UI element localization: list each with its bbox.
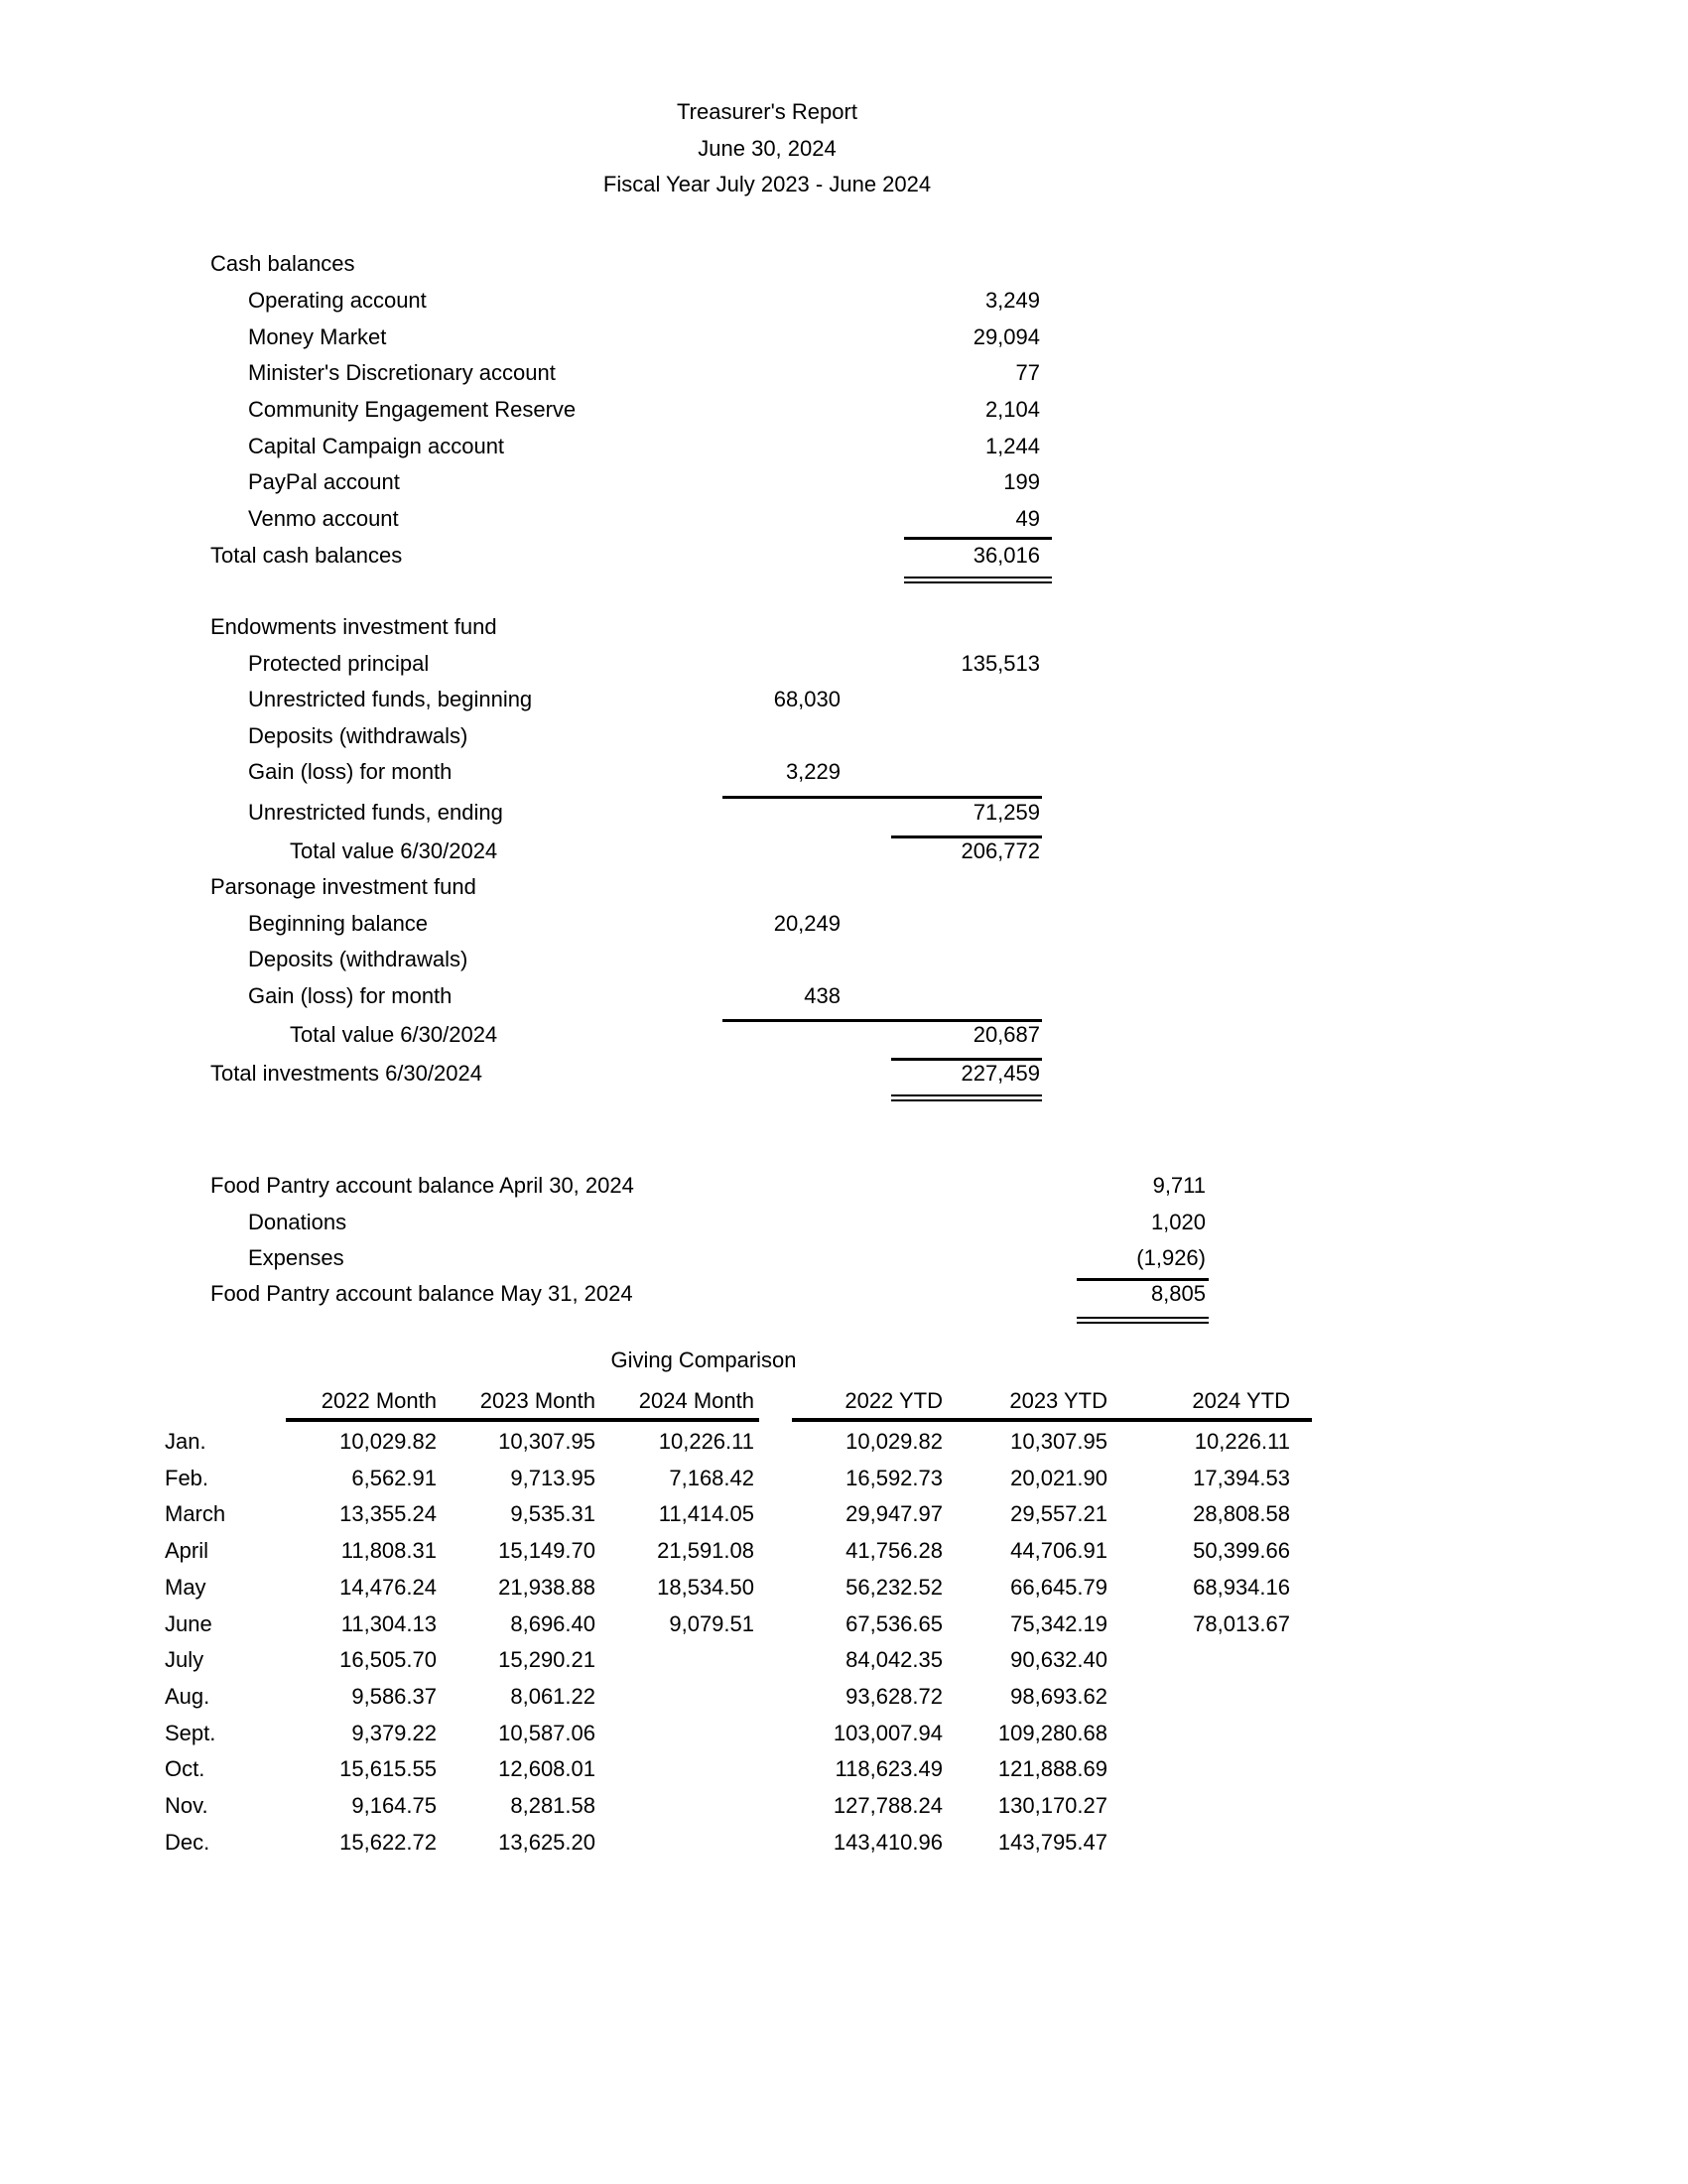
giving-value-cell: 18,534.50 bbox=[657, 1575, 754, 1600]
cash-row-label: Operating account bbox=[248, 288, 427, 313]
giving-value-cell: 67,536.65 bbox=[845, 1611, 943, 1636]
giving-month-label: March bbox=[165, 1501, 226, 1526]
total-investments-label: Total investments 6/30/2024 bbox=[210, 1061, 482, 1086]
giving-value-cell: 16,505.70 bbox=[339, 1647, 437, 1672]
cash-total-value: 36,016 bbox=[973, 543, 1040, 568]
giving-value-cell: 50,399.66 bbox=[1193, 1538, 1290, 1563]
giving-table-row bbox=[0, 1429, 1688, 1459]
giving-value-cell: 14,476.24 bbox=[339, 1575, 437, 1600]
giving-value-cell: 103,007.94 bbox=[833, 1721, 943, 1745]
giving-value-cell: 121,888.69 bbox=[997, 1756, 1107, 1781]
endowments-ending-value: 71,259 bbox=[973, 800, 1040, 825]
report-title: Treasurer's Report bbox=[677, 99, 857, 124]
giving-value-cell: 8,281.58 bbox=[510, 1793, 595, 1818]
endowments-gain-rule bbox=[722, 796, 1042, 799]
cash-total-label: Total cash balances bbox=[210, 543, 403, 568]
food-pantry-double-rule bbox=[1077, 1317, 1209, 1324]
report-date: June 30, 2024 bbox=[698, 136, 837, 161]
giving-value-cell: 68,934.16 bbox=[1193, 1575, 1290, 1600]
cash-row-label: Minister's Discretionary account bbox=[248, 360, 556, 385]
giving-value-cell: 9,586.37 bbox=[351, 1684, 437, 1709]
food-pantry-donations-value: 1,020 bbox=[1150, 1210, 1206, 1234]
giving-value-cell: 143,795.47 bbox=[997, 1830, 1107, 1855]
giving-header-2023-ytd: 2023 YTD bbox=[1009, 1388, 1107, 1413]
parsonage-heading: Parsonage investment fund bbox=[210, 874, 476, 899]
giving-table-row bbox=[0, 1721, 1688, 1750]
giving-value-cell: 11,304.13 bbox=[340, 1611, 437, 1636]
total-investments-double-rule bbox=[891, 1094, 1042, 1101]
giving-value-cell: 20,021.90 bbox=[1010, 1466, 1107, 1490]
giving-value-cell: 10,587.06 bbox=[498, 1721, 595, 1745]
giving-month-label: Feb. bbox=[165, 1466, 209, 1490]
giving-table-row bbox=[0, 1575, 1688, 1605]
giving-value-cell: 21,938.88 bbox=[498, 1575, 595, 1600]
giving-value-cell: 9,713.95 bbox=[510, 1466, 595, 1490]
parsonage-beginning-label: Beginning balance bbox=[248, 911, 429, 936]
cash-row-value: 29,094 bbox=[973, 324, 1040, 349]
cash-row-value: 199 bbox=[1003, 469, 1040, 494]
giving-value-cell: 41,756.28 bbox=[845, 1538, 943, 1563]
endowments-beginning-value: 68,030 bbox=[773, 687, 841, 711]
giving-value-cell: 10,029.82 bbox=[845, 1429, 943, 1454]
giving-value-cell: 13,355.24 bbox=[339, 1501, 437, 1526]
giving-table-row bbox=[0, 1756, 1688, 1786]
giving-value-cell: 75,342.19 bbox=[1010, 1611, 1107, 1636]
giving-value-cell: 127,788.24 bbox=[833, 1793, 943, 1818]
giving-table-row bbox=[0, 1793, 1688, 1823]
food-pantry-beginning-label: Food Pantry account balance April 30, 2024 bbox=[210, 1173, 634, 1198]
cash-row-label: Community Engagement Reserve bbox=[248, 397, 577, 422]
giving-month-label: June bbox=[165, 1611, 212, 1636]
giving-value-cell: 29,947.97 bbox=[845, 1501, 943, 1526]
giving-value-cell: 10,307.95 bbox=[498, 1429, 595, 1454]
giving-month-label: Jan. bbox=[165, 1429, 206, 1454]
cash-row-value: 3,249 bbox=[984, 288, 1040, 313]
giving-value-cell: 90,632.40 bbox=[1010, 1647, 1107, 1672]
giving-value-cell: 93,628.72 bbox=[845, 1684, 943, 1709]
parsonage-beginning-value: 20,249 bbox=[773, 911, 841, 936]
giving-value-cell: 10,226.11 bbox=[658, 1429, 754, 1454]
food-pantry-donations-label: Donations bbox=[248, 1210, 347, 1234]
giving-month-label: April bbox=[165, 1538, 209, 1563]
giving-value-cell: 98,693.62 bbox=[1010, 1684, 1107, 1709]
giving-header-2022-ytd: 2022 YTD bbox=[844, 1388, 943, 1413]
giving-value-cell: 78,013.67 bbox=[1193, 1611, 1290, 1636]
cash-row-value: 2,104 bbox=[984, 397, 1040, 422]
cash-row-label: PayPal account bbox=[248, 469, 400, 494]
endowments-protected-value: 135,513 bbox=[961, 651, 1040, 676]
giving-value-cell: 56,232.52 bbox=[845, 1575, 943, 1600]
giving-value-cell: 12,608.01 bbox=[498, 1756, 595, 1781]
giving-value-cell: 10,307.95 bbox=[1010, 1429, 1107, 1454]
giving-value-cell: 13,625.20 bbox=[498, 1830, 595, 1855]
giving-value-cell: 66,645.79 bbox=[1010, 1575, 1107, 1600]
endowments-total-value: 206,772 bbox=[961, 838, 1040, 863]
giving-table-row bbox=[0, 1684, 1688, 1714]
giving-table-row bbox=[0, 1830, 1688, 1860]
giving-value-cell: 44,706.91 bbox=[1010, 1538, 1107, 1563]
giving-table-row bbox=[0, 1538, 1688, 1568]
giving-value-cell: 130,170.27 bbox=[997, 1793, 1107, 1818]
giving-value-cell: 6,562.91 bbox=[351, 1466, 437, 1490]
giving-header-2024-ytd: 2024 YTD bbox=[1192, 1388, 1290, 1413]
giving-value-cell: 17,394.53 bbox=[1193, 1466, 1290, 1490]
food-pantry-ending-label: Food Pantry account balance May 31, 2024 bbox=[210, 1281, 633, 1306]
food-pantry-beginning-value: 9,711 bbox=[1152, 1173, 1206, 1198]
giving-rows bbox=[0, 1429, 1688, 1885]
giving-value-cell: 10,226.11 bbox=[1194, 1429, 1290, 1454]
giving-value-cell: 16,592.73 bbox=[845, 1466, 943, 1490]
endowments-ending-label: Unrestricted funds, ending bbox=[248, 800, 503, 825]
parsonage-total-value: 20,687 bbox=[973, 1022, 1040, 1047]
parsonage-deposits-label: Deposits (withdrawals) bbox=[248, 947, 468, 971]
giving-value-cell: 28,808.58 bbox=[1193, 1501, 1290, 1526]
giving-value-cell: 29,557.21 bbox=[1010, 1501, 1107, 1526]
giving-header-2022-month: 2022 Month bbox=[321, 1388, 437, 1413]
giving-value-cell: 15,149.70 bbox=[498, 1538, 595, 1563]
giving-value-cell: 7,168.42 bbox=[669, 1466, 754, 1490]
cash-total-double-rule bbox=[904, 577, 1052, 583]
endowments-gain-label: Gain (loss) for month bbox=[248, 759, 453, 784]
giving-month-label: May bbox=[165, 1575, 206, 1600]
parsonage-gain-value: 438 bbox=[804, 983, 841, 1008]
giving-value-cell: 118,623.49 bbox=[835, 1756, 943, 1781]
giving-value-cell: 8,696.40 bbox=[510, 1611, 595, 1636]
food-pantry-expenses-value: (1,926) bbox=[1136, 1245, 1206, 1270]
report-fiscal-year: Fiscal Year July 2023 - June 2024 bbox=[602, 172, 932, 196]
cash-row-value: 49 bbox=[1015, 506, 1040, 531]
giving-header-2023-month: 2023 Month bbox=[479, 1388, 595, 1413]
giving-value-cell: 8,061.22 bbox=[510, 1684, 595, 1709]
endowments-protected-label: Protected principal bbox=[248, 651, 430, 676]
endowments-gain-value: 3,229 bbox=[785, 759, 841, 784]
giving-table-row bbox=[0, 1466, 1688, 1495]
giving-month-label: Sept. bbox=[165, 1721, 216, 1745]
giving-value-cell: 11,414.05 bbox=[658, 1501, 754, 1526]
giving-month-label: July bbox=[165, 1647, 204, 1672]
giving-value-cell: 143,410.96 bbox=[833, 1830, 943, 1855]
endowments-beginning-label: Unrestricted funds, beginning bbox=[248, 687, 533, 711]
giving-value-cell: 21,591.08 bbox=[657, 1538, 754, 1563]
giving-value-cell: 15,615.55 bbox=[339, 1756, 437, 1781]
giving-value-cell: 15,290.21 bbox=[498, 1647, 595, 1672]
cash-row-value: 1,244 bbox=[984, 434, 1040, 458]
cash-total-top-rule bbox=[904, 537, 1052, 540]
giving-value-cell: 9,164.75 bbox=[351, 1793, 437, 1818]
giving-month-label: Dec. bbox=[165, 1830, 210, 1855]
giving-header-2024-month: 2024 Month bbox=[638, 1388, 754, 1413]
giving-month-header-rule bbox=[286, 1418, 759, 1422]
giving-ytd-header-rule bbox=[792, 1418, 1312, 1422]
giving-value-cell: 9,535.31 bbox=[510, 1501, 595, 1526]
food-pantry-ending-value: 8,805 bbox=[1150, 1281, 1206, 1306]
giving-table-row bbox=[0, 1647, 1688, 1677]
giving-value-cell: 84,042.35 bbox=[845, 1647, 943, 1672]
giving-table-row bbox=[0, 1611, 1688, 1641]
giving-comparison-title: Giving Comparison bbox=[610, 1348, 797, 1372]
giving-value-cell: 109,280.68 bbox=[997, 1721, 1107, 1745]
cash-balances-heading: Cash balances bbox=[210, 251, 355, 276]
endowments-heading: Endowments investment fund bbox=[210, 614, 497, 639]
parsonage-gain-label: Gain (loss) for month bbox=[248, 983, 453, 1008]
total-investments-value: 227,459 bbox=[961, 1061, 1040, 1086]
giving-table-row bbox=[0, 1501, 1688, 1531]
giving-value-cell: 9,079.51 bbox=[669, 1611, 754, 1636]
cash-row-label: Venmo account bbox=[248, 506, 399, 531]
endowments-total-label: Total value 6/30/2024 bbox=[290, 838, 498, 863]
giving-value-cell: 10,029.82 bbox=[339, 1429, 437, 1454]
giving-month-label: Nov. bbox=[165, 1793, 208, 1818]
endowments-deposits-label: Deposits (withdrawals) bbox=[248, 723, 468, 748]
giving-value-cell: 9,379.22 bbox=[351, 1721, 437, 1745]
giving-month-label: Oct. bbox=[165, 1756, 205, 1781]
cash-row-value: 77 bbox=[1015, 360, 1040, 385]
cash-row-label: Capital Campaign account bbox=[248, 434, 505, 458]
giving-month-label: Aug. bbox=[165, 1684, 210, 1709]
cash-row-label: Money Market bbox=[248, 324, 387, 349]
parsonage-total-label: Total value 6/30/2024 bbox=[290, 1022, 498, 1047]
giving-value-cell: 15,622.72 bbox=[339, 1830, 437, 1855]
giving-value-cell: 11,808.31 bbox=[340, 1538, 437, 1563]
food-pantry-expenses-label: Expenses bbox=[248, 1245, 344, 1270]
